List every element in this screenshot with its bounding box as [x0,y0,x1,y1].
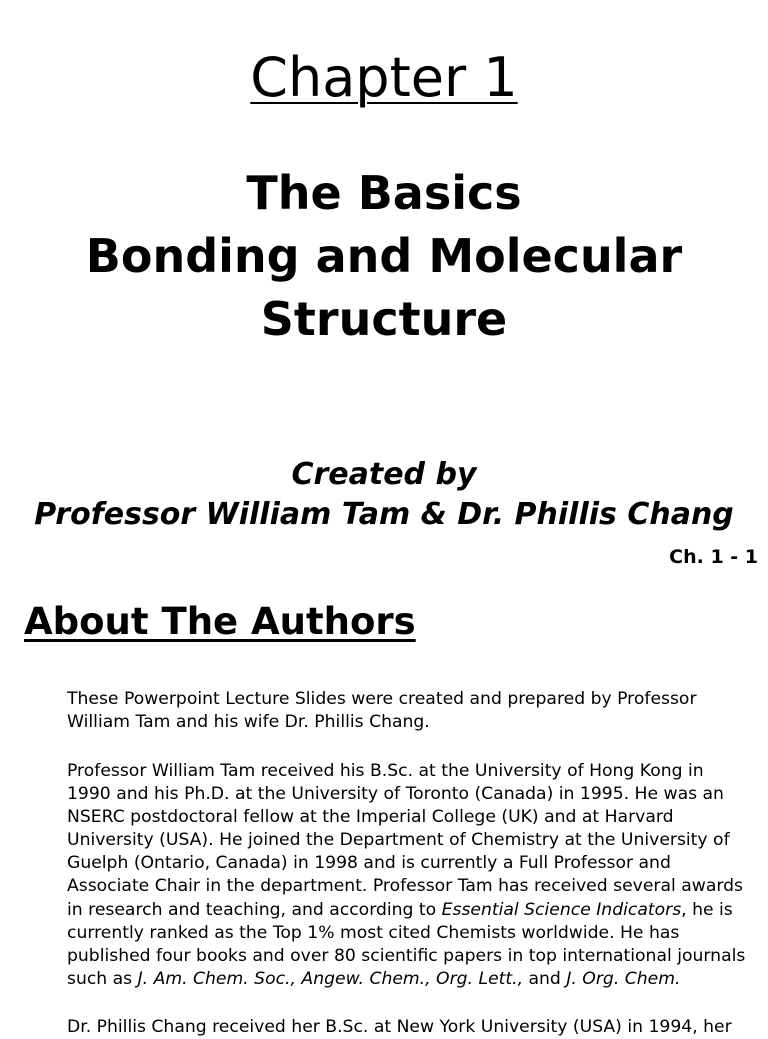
text-line: 1990 and his Ph.D. at the University of Toronto (Canada) in 1995. He was an [67,784,724,805]
about-slide [0,580,768,1037]
chapter-title: Chapter 1 [250,46,518,109]
title-line: Structure [260,292,508,346]
created-by-label: Created by [291,457,477,492]
title-line: Bonding and Molecular [85,229,683,283]
text-line: NSERC postdoctoral fellow at the Imperial College (UK) and at Harvard [67,807,674,828]
author-names: Professor William Tam & Dr. Phillis Chang [34,497,734,532]
text-line: Professor William Tam received his B.Sc. at the University of Hong Kong in [67,761,704,781]
main-title [0,162,768,351]
paragraph-tam-bio [67,760,747,991]
title-line: The Basics [246,166,522,220]
text-line: in research and teaching, and according to [67,899,442,920]
text-line: William Tam and his wife Dr. Phillis Chang. [67,712,430,733]
text-line: Associate Chair in the department. Professor Tam has received several awards [67,876,743,897]
slide-number: Ch. 1 - 1 [669,546,758,568]
italic-text: J. Am. Chem. Soc., Angew. Chem., Org. Lett., [137,968,524,989]
paragraph-intro [67,688,747,734]
text-line: These Powerpoint Lecture Slides were created and prepared by Professor [67,689,697,709]
text-line: Dr. Phillis Chang received her B.Sc. at New York University (USA) in 1994, her [67,1017,732,1037]
italic-text: J. Org. Chem. [566,968,681,989]
text-line: and [523,968,567,989]
text-line: currently ranked as the Top 1% most cited Chemists worldwide. He has [67,922,680,943]
paragraph-chang-bio [67,1016,747,1039]
text-line: , he is [681,899,733,920]
text-line: Guelph (Ontario, Canada) in 1998 and is currently a Full Professor and [67,853,671,874]
created-by [0,455,768,535]
text-line: published four books and over 80 scientific papers in top international journals [67,945,746,966]
italic-text: Essential Science Indicators [441,899,682,920]
about-heading: About The Authors [24,600,416,643]
text-line: University (USA). He joined the Department of Chemistry at the University of [67,830,730,851]
text-line: such as [67,968,138,989]
